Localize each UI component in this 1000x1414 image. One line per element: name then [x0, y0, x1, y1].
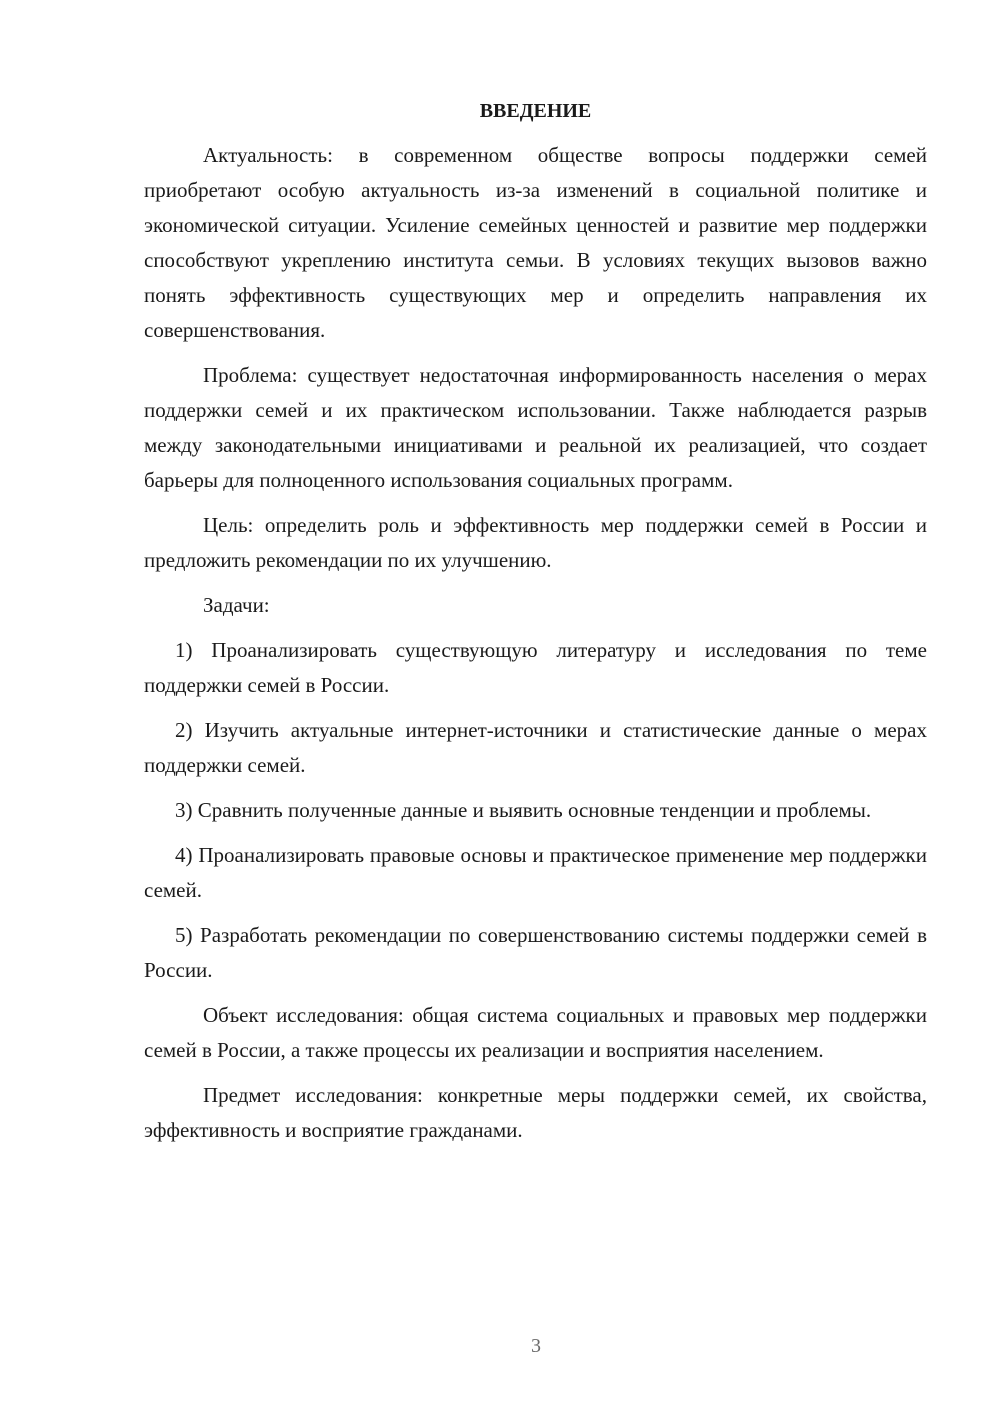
- page-number: 3: [531, 1335, 541, 1357]
- tasks-list: [144, 633, 927, 988]
- document-body: [144, 94, 927, 1158]
- goal-paragraph: Цель: определить роль и эффективность мер поддержки семей в России и предложить рекомендации по их улучшению.: [144, 513, 927, 572]
- object-paragraph: Объект исследования: общая система социальных и правовых мер поддержки семей в России, а также процессы их реализации и восприятия населением.: [144, 1003, 927, 1062]
- subject-paragraph: Предмет исследования: конкретные меры поддержки семей, их свойства, эффективность и восприятие гражданами.: [144, 1083, 927, 1142]
- problem-paragraph: Проблема: существует недостаточная информированность населения о мерах поддержки семей и их практическом использовании. Также наблюдается разрыв между законодательными инициативами и реальной их реализацией, что создает барьеры для полноценного использования социальных программ.: [144, 363, 927, 492]
- task-item: 2) Изучить актуальные интернет-источники и статистические данные о мерах поддержки семей.: [144, 718, 927, 777]
- task-item: 5) Разработать рекомендации по совершенствованию системы поддержки семей в России.: [144, 923, 927, 982]
- section-title: ВВЕДЕНИЕ: [479, 100, 592, 122]
- relevance-paragraph: Актуальность: в современном обществе вопросы поддержки семей приобретают особую актуальность из-за изменений в социальной политике и экономической ситуации. Усиление семейных ценностей и развитие мер поддержки способствуют укреплению института семьи. В условиях текущих вызовов важно понять эффективность существующих мер и определить направления их совершенствования.: [144, 143, 927, 342]
- task-item: 1) Проанализировать существующую литературу и исследования по теме поддержки семей в России.: [144, 638, 927, 697]
- task-item: 4) Проанализировать правовые основы и практическое применение мер поддержки семей.: [144, 843, 927, 902]
- task-item: 3) Сравнить полученные данные и выявить основные тенденции и проблемы.: [175, 798, 872, 822]
- tasks-heading: Задачи:: [203, 593, 270, 617]
